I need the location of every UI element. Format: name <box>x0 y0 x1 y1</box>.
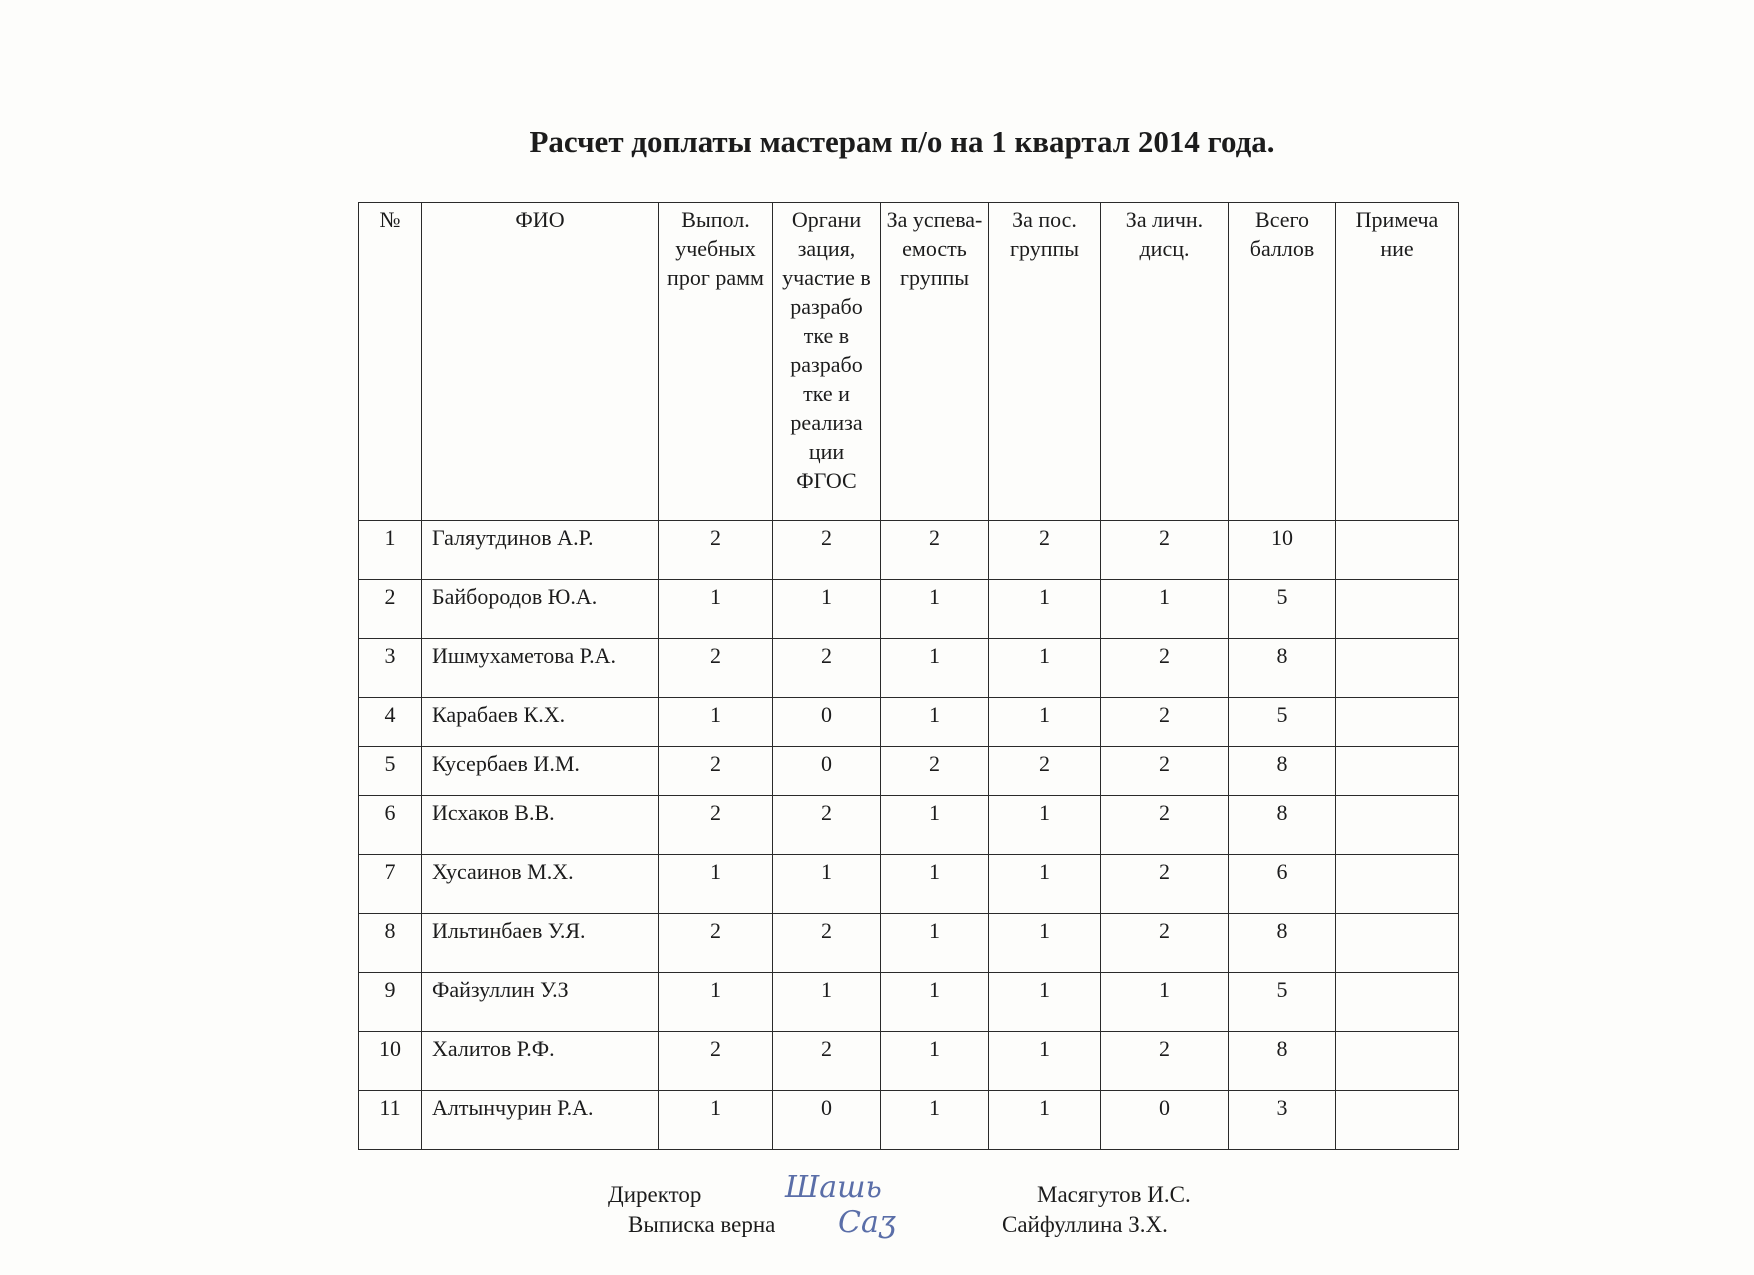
table-cell: 8 <box>1229 747 1336 796</box>
table-cell: 0 <box>773 698 881 747</box>
director-signature: Шашь <box>785 1170 882 1205</box>
table-cell: 2 <box>1101 639 1229 698</box>
table-cell: 4 <box>359 698 422 747</box>
header-fgos: Органи зация, участие в разрабо тке в разрабо тке и реализа ции ФГОС <box>773 203 881 521</box>
cell-fio: Байбородов Ю.А. <box>422 580 659 639</box>
table-cell <box>1336 914 1459 973</box>
table-cell: 8 <box>1229 639 1336 698</box>
table-cell: 1 <box>359 521 422 580</box>
table-cell: 2 <box>773 796 881 855</box>
table-cell: 1 <box>773 580 881 639</box>
table-cell: 1 <box>989 580 1101 639</box>
table-cell: 10 <box>1229 521 1336 580</box>
table-row <box>359 698 1459 747</box>
table-cell: 1 <box>659 1091 773 1150</box>
table-cell: 3 <box>359 639 422 698</box>
table-cell: 1 <box>989 639 1101 698</box>
table-cell: 6 <box>359 796 422 855</box>
table-cell: 2 <box>989 521 1101 580</box>
table-cell: 2 <box>659 796 773 855</box>
cell-fio: Кусербаев И.М. <box>422 747 659 796</box>
table-cell: 5 <box>1229 580 1336 639</box>
table-cell: 5 <box>359 747 422 796</box>
table-row <box>359 855 1459 914</box>
header-discipline: За личн. дисц. <box>1101 203 1229 521</box>
table-cell: 2 <box>1101 521 1229 580</box>
director-name: Масягутов И.С. <box>1037 1182 1191 1207</box>
table-cell: 2 <box>1101 796 1229 855</box>
cell-fio: Карабаев К.Х. <box>422 698 659 747</box>
table-cell: 2 <box>659 1032 773 1091</box>
table-cell: 1 <box>881 796 989 855</box>
table-cell: 1 <box>989 796 1101 855</box>
table-row <box>359 1032 1459 1091</box>
table-cell: 1 <box>881 855 989 914</box>
table-cell: 1 <box>659 855 773 914</box>
table-cell: 1 <box>1101 580 1229 639</box>
header-performance: За успева-емость группы <box>881 203 989 521</box>
page-title: Расчет доплаты мастерам п/о на 1 квартал 2014 года. <box>529 124 1275 159</box>
bonus-table <box>358 202 1459 1150</box>
table-cell <box>1336 639 1459 698</box>
table-cell: 1 <box>881 698 989 747</box>
table-cell: 1 <box>989 914 1101 973</box>
table-cell: 1 <box>881 1032 989 1091</box>
table-cell: 2 <box>1101 698 1229 747</box>
table-row <box>359 639 1459 698</box>
table-row <box>359 796 1459 855</box>
table-cell: 8 <box>1229 1032 1336 1091</box>
table-cell: 1 <box>881 1091 989 1150</box>
table-cell: 2 <box>773 521 881 580</box>
table-cell: 2 <box>989 747 1101 796</box>
table-cell: 1 <box>989 1091 1101 1150</box>
cell-fio: Алтынчурин Р.А. <box>422 1091 659 1150</box>
copy-label: Выписка верна <box>628 1212 776 1237</box>
header-attendance: За пос. группы <box>989 203 1101 521</box>
table-cell: 1 <box>659 580 773 639</box>
table-cell: 8 <box>1229 796 1336 855</box>
header-number: № <box>359 203 422 521</box>
table-cell: 3 <box>1229 1091 1336 1150</box>
table-cell: 2 <box>659 914 773 973</box>
cell-fio: Хусаинов М.Х. <box>422 855 659 914</box>
table-cell: 1 <box>1101 973 1229 1032</box>
table-cell: 2 <box>659 639 773 698</box>
table-cell <box>1336 580 1459 639</box>
table-cell: 1 <box>989 855 1101 914</box>
table-cell: 1 <box>773 973 881 1032</box>
table-cell: 2 <box>773 639 881 698</box>
table-cell: 5 <box>1229 973 1336 1032</box>
table-cell: 1 <box>989 973 1101 1032</box>
table-cell <box>1336 1091 1459 1150</box>
table-cell: 1 <box>881 914 989 973</box>
table-cell: 2 <box>359 580 422 639</box>
table-cell: 1 <box>881 639 989 698</box>
table-cell: 1 <box>989 1032 1101 1091</box>
copy-signature: Саӡ <box>838 1205 896 1240</box>
table-cell: 11 <box>359 1091 422 1150</box>
table-row <box>359 521 1459 580</box>
table-cell: 2 <box>1101 1032 1229 1091</box>
table-cell: 8 <box>1229 914 1336 973</box>
cell-fio: Халитов Р.Ф. <box>422 1032 659 1091</box>
header-fio: ФИО <box>422 203 659 521</box>
table-cell: 0 <box>1101 1091 1229 1150</box>
cell-fio: Файзуллин У.З <box>422 973 659 1032</box>
table-cell <box>1336 855 1459 914</box>
table-cell: 7 <box>359 855 422 914</box>
table-cell <box>1336 521 1459 580</box>
table-cell <box>1336 698 1459 747</box>
table-cell: 2 <box>773 914 881 973</box>
table-cell: 6 <box>1229 855 1336 914</box>
table-cell: 1 <box>659 973 773 1032</box>
header-total: Всего баллов <box>1229 203 1336 521</box>
header-note: Примеча ние <box>1336 203 1459 521</box>
table-cell <box>1336 1032 1459 1091</box>
table-cell: 2 <box>1101 914 1229 973</box>
table-header-row <box>359 203 1459 521</box>
cell-fio: Исхаков В.В. <box>422 796 659 855</box>
table-cell: 1 <box>989 698 1101 747</box>
table-cell: 2 <box>1101 747 1229 796</box>
table-cell: 2 <box>881 521 989 580</box>
table-cell: 9 <box>359 973 422 1032</box>
table-cell: 8 <box>359 914 422 973</box>
table-row <box>359 914 1459 973</box>
table-row <box>359 580 1459 639</box>
table-row <box>359 1091 1459 1150</box>
cell-fio: Галяутдинов А.Р. <box>422 521 659 580</box>
table-cell: 1 <box>773 855 881 914</box>
copy-name: Сайфуллина З.Х. <box>1002 1212 1168 1237</box>
table-cell <box>1336 747 1459 796</box>
table-cell: 1 <box>881 973 989 1032</box>
table-cell: 0 <box>773 747 881 796</box>
table-cell: 1 <box>659 698 773 747</box>
cell-fio: Ишмухаметова Р.А. <box>422 639 659 698</box>
table-cell: 2 <box>1101 855 1229 914</box>
table-cell: 2 <box>773 1032 881 1091</box>
table-row <box>359 747 1459 796</box>
table-cell <box>1336 973 1459 1032</box>
header-programs: Выпол. учебных прог рамм <box>659 203 773 521</box>
table-cell: 5 <box>1229 698 1336 747</box>
director-label: Директор <box>608 1182 702 1207</box>
table-cell: 10 <box>359 1032 422 1091</box>
table-row <box>359 973 1459 1032</box>
table-cell: 2 <box>659 747 773 796</box>
table-cell <box>1336 796 1459 855</box>
table-cell: 1 <box>881 580 989 639</box>
table-cell: 2 <box>659 521 773 580</box>
cell-fio: Ильтинбаев У.Я. <box>422 914 659 973</box>
table-cell: 2 <box>881 747 989 796</box>
table-cell: 0 <box>773 1091 881 1150</box>
